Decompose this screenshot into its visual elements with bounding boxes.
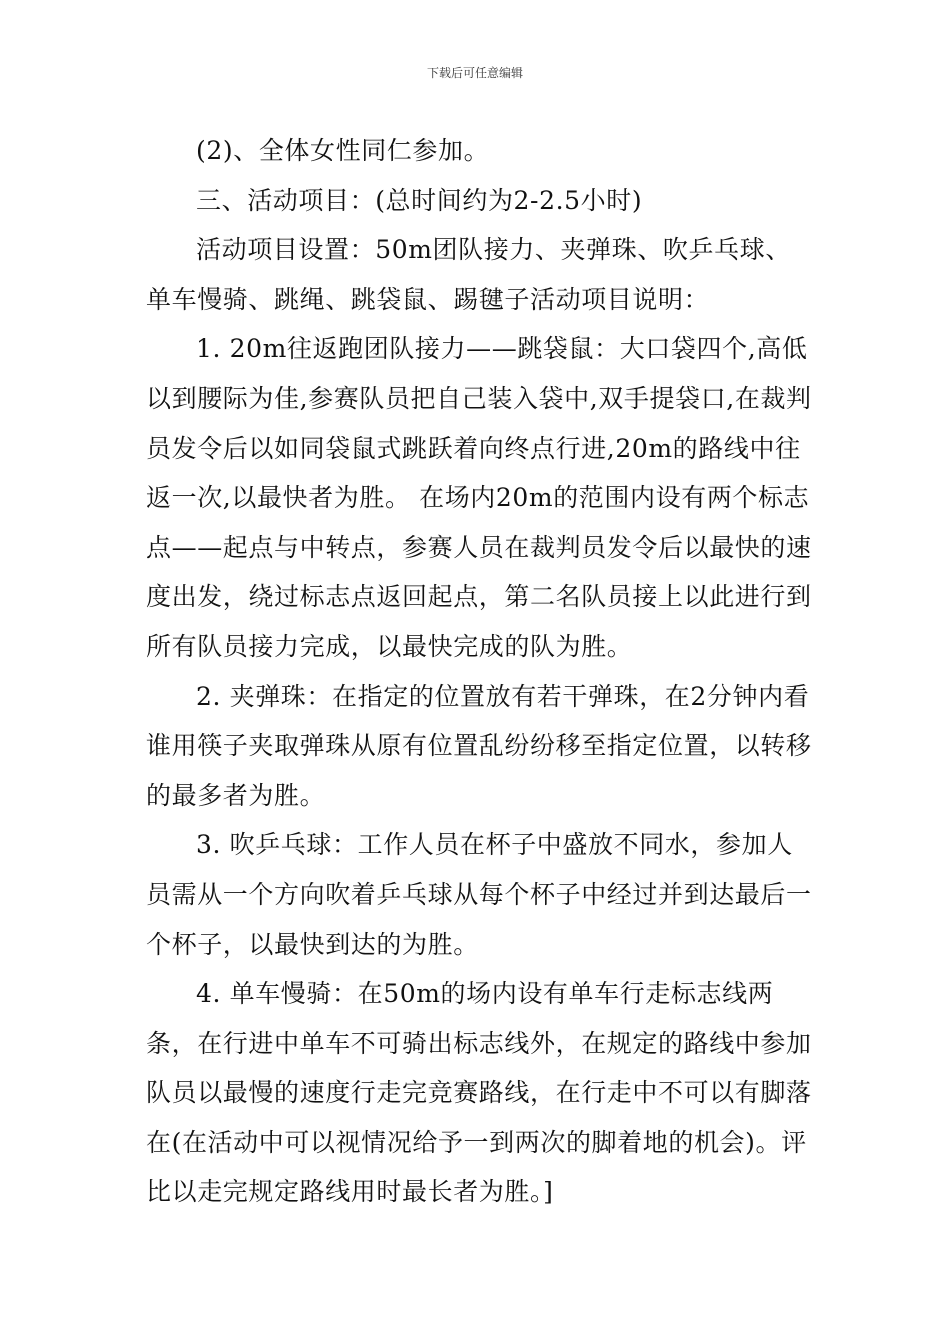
paragraph-item-3-pingpong: 3. 吹乒乓球：工作人员在杯子中盛放不同水，参加人员需从一个方向吹着乒乓球从每个杯子中经过并到达最后一个杯子，以最快到达的为胜。 <box>146 830 812 959</box>
page-header: 下载后可任意编辑 <box>426 66 523 80</box>
paragraph-item-1-relay: 1. 20m往返跑团队接力——跳袋鼠：大口袋四个,高低以到腰际为佳,参赛队员把自己装入袋中,双手提袋口,在裁判员发令后以如同袋鼠式跳跃着向终点行进,20m的路线中往返一次,以最快者为胜。 在场内20m的范围内设有两个标志点——起点与中转点，参赛人员在裁判员发令后以最快的速度出发，绕过标志点返回起点，第二名队员接上以此进行到所有队员接力完成，以最快完成的队为胜。 <box>146 334 812 661</box>
paragraph-item-2-marbles: 2. 夹弹珠：在指定的位置放有若干弹珠，在2分钟内看谁用筷子夹取弹珠从原有位置乱纷纷移至指定位置，以转移的最多者为胜。 <box>146 681 812 810</box>
paragraph-activity-list: 活动项目设置：50m团队接力、夹弹珠、吹乒乓球、单车慢骑、跳绳、跳袋鼠、踢毽子活动项目说明： <box>146 235 791 314</box>
document-body <box>146 126 816 1217</box>
paragraph-participants: (2)、全体女性同仁参加。 <box>196 136 490 165</box>
paragraph-section-heading: 三、活动项目：(总时间约为2-2.5小时) <box>196 185 643 215</box>
paragraph-item-4-slow-bike: 4. 单车慢骑：在50m的场内设有单车行走标志线两条，在行进中单车不可骑出标志线外，在规定的路线中参加队员以最慢的速度行走完竞赛路线，在行走中不可以有脚落在(在活动中可以视情况给予一到两次的脚着地的机会)。评比以走完规定路线用时最长者为胜。] <box>146 979 812 1207</box>
